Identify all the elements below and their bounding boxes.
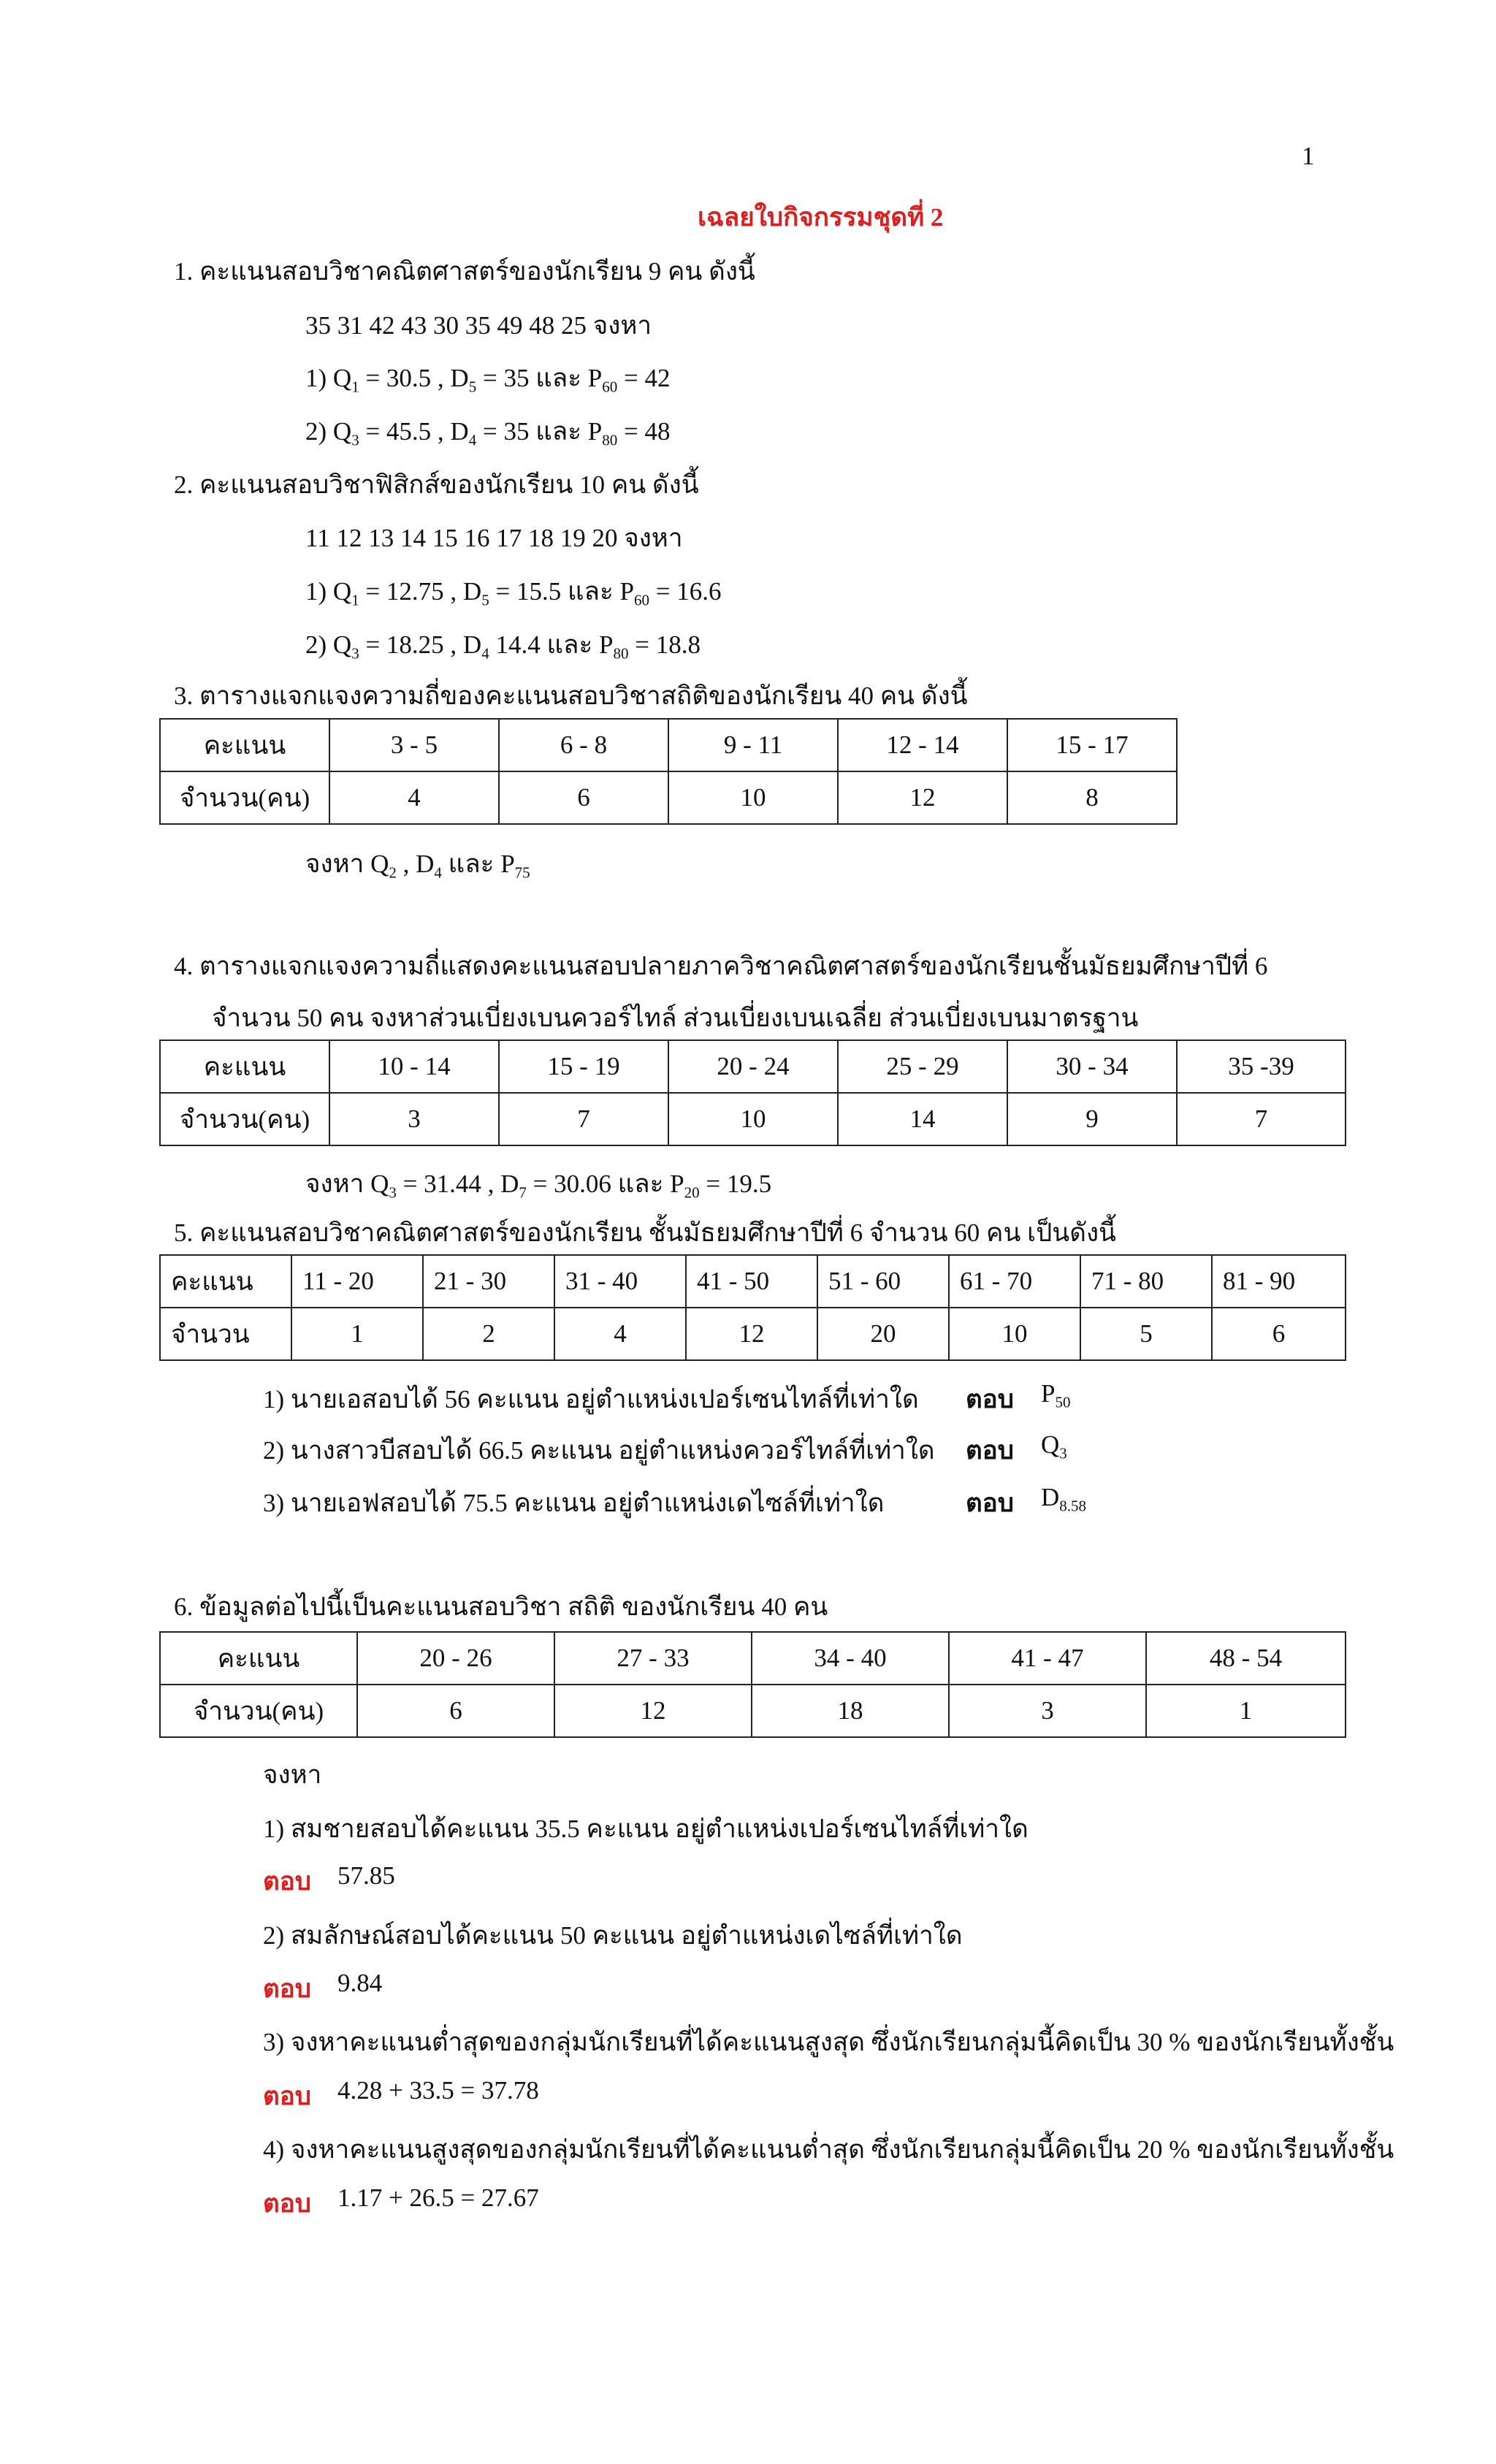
q6-answer-label-1: ตอบ	[263, 1867, 311, 1896]
q4-frequency-table	[159, 1040, 1346, 1146]
table-cell: 6	[499, 771, 668, 824]
table-cell: 10 - 14	[329, 1040, 499, 1093]
table-cell: 6 - 8	[499, 719, 668, 771]
table-cell: คะแนน	[160, 1632, 357, 1685]
table-cell: 35 -39	[1177, 1040, 1346, 1093]
table-cell: 6	[1212, 1308, 1346, 1360]
table-cell: 25 - 29	[838, 1040, 1007, 1093]
table-cell: คะแนน	[160, 719, 329, 771]
table-cell: คะแนน	[160, 1040, 329, 1093]
table-cell: 27 - 33	[554, 1632, 752, 1685]
table-cell: คะแนน	[160, 1255, 291, 1308]
table-cell: 51 - 60	[817, 1255, 949, 1308]
table-cell: 34 - 40	[752, 1632, 949, 1685]
table-cell: 1	[1146, 1685, 1346, 1737]
table-cell: 9 - 11	[668, 719, 838, 771]
table-cell: 8	[1007, 771, 1177, 824]
q1-header: 1. คะแนนสอบวิชาคณิตศาสตร์ของนักเรียน 9 คน ดังนี้	[174, 257, 755, 286]
table-row	[160, 1632, 1346, 1685]
table-row	[160, 719, 1177, 771]
q4-header-2: จำนวน 50 คน จงหาส่วนเบี่ยงเบนควอร์ไทล์ ส่วนเบี่ยงเบนเฉลี่ย ส่วนเบี่ยงเบนมาตรฐาน	[212, 1004, 1139, 1032]
q6-answer-label-2: ตอบ	[263, 1975, 311, 2003]
q4-header-1: 4. ตารางแจกแจงความถี่แสดงคะแนนสอบปลายภาควิชาคณิตศาสตร์ของนักเรียนชั้นมัธยมศึกษาปีที่ 6	[174, 952, 1268, 980]
page-number: 1	[1302, 142, 1315, 170]
table-cell: 10	[949, 1308, 1080, 1360]
table-row	[160, 771, 1177, 824]
table-cell: 61 - 70	[949, 1255, 1080, 1308]
q5-answer-label-2: ตอบ	[966, 1436, 1014, 1465]
q1-answer-1: 1) $Q_1 = 30.5$ , $D_5 = 35$ และ $P_{60} = 42$	[305, 364, 671, 396]
table-cell: 3	[329, 1093, 499, 1145]
table-cell: 5	[1080, 1308, 1212, 1360]
q5-answer-label-1: ตอบ	[966, 1385, 1014, 1414]
q2-answer-1: 1) $Q_1 = 12.75$ , $D_5 = 15.5$ และ $P_{60} = 16.6$	[305, 577, 722, 609]
table-cell: จำนวน(คน)	[160, 1093, 329, 1145]
q4-find: จงหา $Q_3 = 31.44$ , $D_7 = 30.06$ และ $P_{20} = 19.5$	[305, 1170, 772, 1202]
table-cell: 12	[838, 771, 1007, 824]
q3-header: 3. ตารางแจกแจงความถี่ของคะแนนสอบวิชาสถิติของนักเรียน 40 คน ดังนี้	[174, 682, 968, 710]
q6-question-3: 3) จงหาคะแนนต่ำสุดของกลุ่มนักเรียนที่ได้คะแนนสูงสุด ซึ่งนักเรียนกลุ่มนี้คิดเป็น 30 % ของนักเรียนทั้งชั้น	[263, 2028, 1394, 2056]
table-cell: 20 - 26	[357, 1632, 554, 1685]
q6-answer-label-4: ตอบ	[263, 2189, 311, 2218]
q6-question-1: 1) สมชายสอบได้คะแนน 35.5 คะแนน อยู่ตำแหน่งเปอร์เซนไทล์ที่เท่าใด	[263, 1815, 1028, 1843]
table-cell: 3	[949, 1685, 1146, 1737]
page-title: เฉลยใบกิจกรรมชุดที่ 2	[698, 203, 944, 232]
table-cell: จำนวน(คน)	[160, 771, 329, 824]
table-cell: 12	[686, 1308, 817, 1360]
table-cell: 41 - 47	[949, 1632, 1146, 1685]
q6-answer-label-3: ตอบ	[263, 2082, 311, 2110]
q5-answer-label-3: ตอบ	[966, 1489, 1014, 1517]
table-cell: 3 - 5	[329, 719, 499, 771]
table-cell: 31 - 40	[554, 1255, 686, 1308]
table-cell: 10	[668, 1093, 838, 1145]
table-cell: 12	[554, 1685, 752, 1737]
table-row	[160, 1308, 1346, 1360]
q6-answer-1: 57.85	[337, 1861, 395, 1890]
q6-find: จงหา	[263, 1761, 322, 1789]
q5-question-2: 2) นางสาวบีสอบได้ 66.5 คะแนน อยู่ตำแหน่งควอร์ไทล์ที่เท่าใด	[263, 1436, 935, 1465]
table-cell: 20	[817, 1308, 949, 1360]
table-cell: 15 - 17	[1007, 719, 1177, 771]
q2-answer-2: 2) $Q_3 = 18.25$ , $D_4$ 14.4 และ $P_{80} = 18.8$	[305, 630, 701, 663]
table-cell: 41 - 50	[686, 1255, 817, 1308]
table-cell: 20 - 24	[668, 1040, 838, 1093]
q5-frequency-table	[159, 1254, 1346, 1361]
table-row	[160, 1040, 1346, 1093]
table-cell: 4	[329, 771, 499, 824]
table-cell: 12 - 14	[838, 719, 1007, 771]
table-cell: 30 - 34	[1007, 1040, 1177, 1093]
table-cell: 1	[291, 1308, 423, 1360]
q5-answer-3: $D_{8.58}$	[1041, 1483, 1087, 1515]
table-cell: 7	[499, 1093, 668, 1145]
q1-answer-2: 2) $Q_3 = 45.5$ , $D_4 = 35$ และ $P_{80} = 48$	[305, 417, 671, 449]
q6-question-4: 4) จงหาคะแนนสูงสุดของกลุ่มนักเรียนที่ได้คะแนนต่ำสุด ซึ่งนักเรียนกลุ่มนี้คิดเป็น 20 % ของนักเรียนทั้งชั้น	[263, 2135, 1394, 2164]
table-cell: 11 - 20	[291, 1255, 423, 1308]
table-cell: 6	[357, 1685, 554, 1737]
q6-question-2: 2) สมลักษณ์สอบได้คะแนน 50 คะแนน อยู่ตำแหน่งเดไซล์ที่เท่าใด	[263, 1921, 963, 1950]
q5-question-1: 1) นายเอสอบได้ 56 คะแนน อยู่ตำแหน่งเปอร์เซนไทล์ที่เท่าใด	[263, 1385, 919, 1414]
q6-answer-4: 1.17 + 26.5 = 27.67	[337, 2183, 539, 2212]
q2-header: 2. คะแนนสอบวิชาฟิสิกส์ของนักเรียน 10 คน ดังนี้	[174, 470, 699, 499]
table-cell: 71 - 80	[1080, 1255, 1212, 1308]
q5-question-3: 3) นายเอฟสอบได้ 75.5 คะแนน อยู่ตำแหน่งเดไซล์ที่เท่าใด	[263, 1489, 885, 1517]
table-row	[160, 1685, 1346, 1737]
table-cell: จำนวน	[160, 1308, 291, 1360]
q3-frequency-table	[159, 718, 1178, 825]
q5-answer-1: $P_{50}$	[1041, 1379, 1071, 1411]
q6-answer-2: 9.84	[337, 1969, 383, 1997]
table-cell: 7	[1177, 1093, 1346, 1145]
table-cell: 81 - 90	[1212, 1255, 1346, 1308]
table-cell: 21 - 30	[423, 1255, 554, 1308]
table-cell: จำนวน(คน)	[160, 1685, 357, 1737]
table-cell: 48 - 54	[1146, 1632, 1346, 1685]
q5-answer-2: $Q_3$	[1041, 1430, 1067, 1462]
table-cell: 14	[838, 1093, 1007, 1145]
q2-data-line: 11 12 13 14 15 16 17 18 19 20 จงหา	[305, 524, 683, 552]
q6-frequency-table	[159, 1631, 1346, 1738]
q6-answer-3: 4.28 + 33.5 = 37.78	[337, 2076, 539, 2105]
table-cell: 10	[668, 771, 838, 824]
q3-find: จงหา $Q_2$ , $D_4$ และ $P_{75}$	[305, 850, 530, 882]
q5-header: 5. คะแนนสอบวิชาคณิตศาสตร์ของนักเรียน ชั้นมัธยมศึกษาปีที่ 6 จำนวน 60 คน เป็นดังนี้	[174, 1218, 1116, 1247]
q6-header: 6. ข้อมูลต่อไปนี้เป็นคะแนนสอบวิชา สถิติ ของนักเรียน 40 คน	[174, 1593, 828, 1621]
table-cell: 2	[423, 1308, 554, 1360]
table-row	[160, 1255, 1346, 1308]
q1-data-line: 35 31 42 43 30 35 49 48 25 จงหา	[305, 311, 652, 340]
table-cell: 9	[1007, 1093, 1177, 1145]
table-row	[160, 1093, 1346, 1145]
table-cell: 18	[752, 1685, 949, 1737]
table-cell: 15 - 19	[499, 1040, 668, 1093]
table-cell: 4	[554, 1308, 686, 1360]
